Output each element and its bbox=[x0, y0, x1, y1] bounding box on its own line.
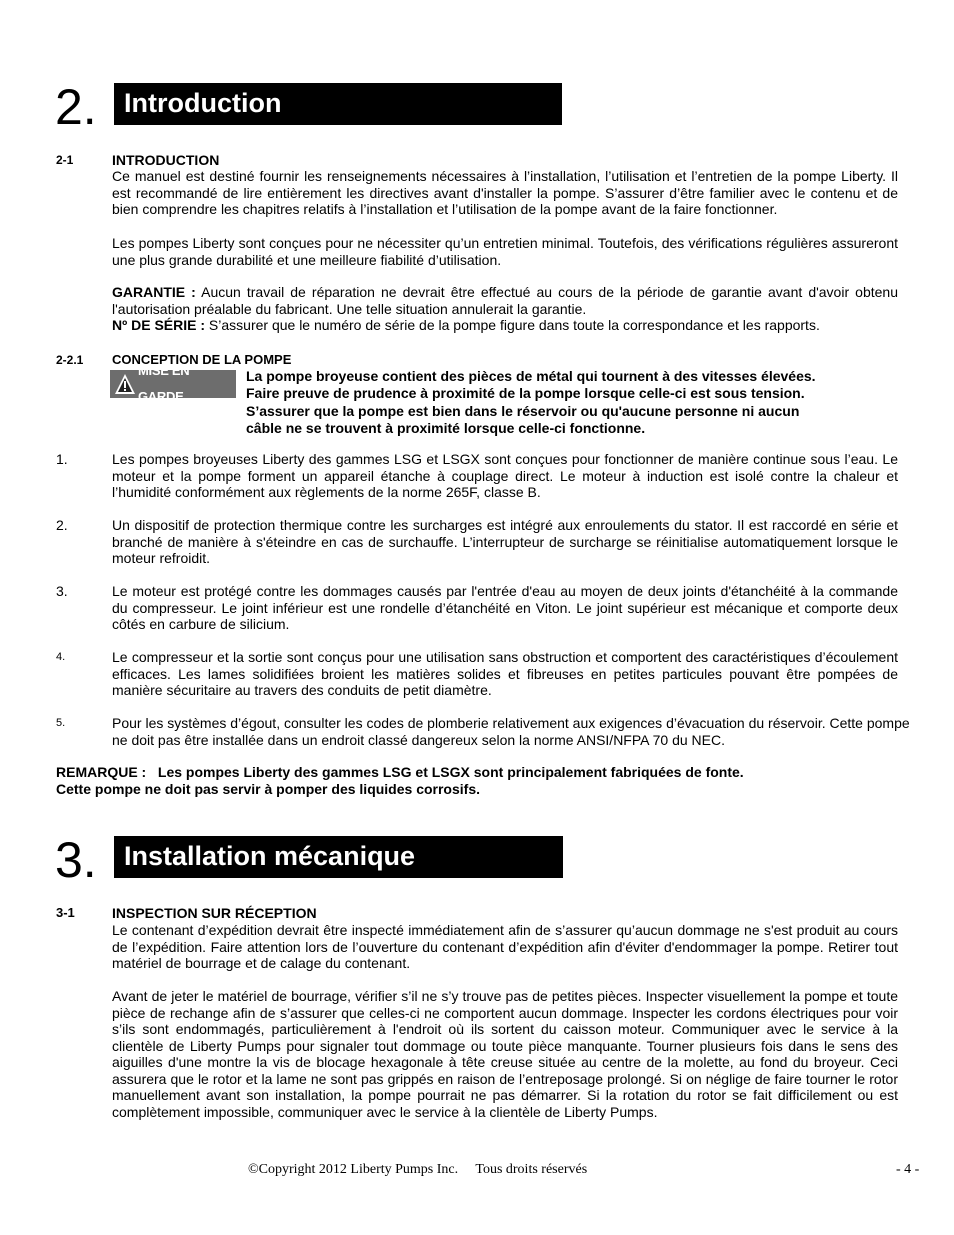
subsection-2-2-1-number: 2-2.1 bbox=[56, 353, 84, 367]
section-3-number: 3. bbox=[55, 832, 97, 888]
warning-line: câble ne se trouvent à proximité lorsque celle-ci fonctionne. bbox=[246, 419, 646, 436]
list-item: Le compresseur et la sortie sont conçus pour une utilisation sans obstruction et comportent des caractéristiques d’écoulement efficaces. Les lames solidifiées broient les matières solides et fibreuses en petites particules pouvant être pompées de manière sécuritaire au travers des conduits de petit diamètre. bbox=[112, 649, 898, 698]
list-item-number: 5. bbox=[56, 717, 66, 729]
subsection-3-1-number: 3-1 bbox=[56, 905, 75, 920]
remark-line-1: REMARQUE : Les pompes Liberty des gammes LSG et LSGX sont principalement fabriquées de fonte. bbox=[56, 764, 744, 780]
footer-copyright: ©Copyright 2012 Liberty Pumps Inc. Tous droits réservés bbox=[248, 1162, 588, 1177]
list-item: Le moteur est protégé contre les dommages causés par l'entrée d'eau au moyen de deux joints d'étanchéité à la commande du compresseur. Le joint inférieur est une rondelle d’étanchéité en Viton. Le joint supérieur est mécanique et comporte deux côtés en carbure de silicium. bbox=[112, 583, 898, 632]
warning-triangle-icon bbox=[114, 373, 136, 395]
inspection-paragraph-2: Avant de jeter le matériel de bourrage, vérifier s’il ne s’y trouve pas de petites pièces. Inspecter visuellement la pompe et toute pièce de rechange afin de s’assurer que celles-ci ne comportent aucun dommage. Inspecter les cordons électriques pour voir s’ils sont endommagés, particulièrement à l'endroit où ils sortent du caisson moteur. Communiquer avec le service à la clientèle de Liberty Pumps pour signaler tout dommage ou toute pièce manquante. Tourner plusieurs fois dans le sens des aiguilles d'une montre la vis de blocage hexagonale à tête creuse située au centre de la molette, au fond du broyeur. Ceci assurera que le rotor et la lame ne sont pas grippés en raison de l’entreposage prolongé. Si on néglige de faire tourner le rotor manuellement avant son installation, la pompe pourrait ne pas démarrer. Si la rotation du rotor se fait difficilement ou est complètement impossible, communiquer avec le service à la clientèle de Liberty Pumps. bbox=[112, 988, 898, 1120]
warning-line: La pompe broyeuse contient des pièces de métal qui tournent à des vitesses élevées. bbox=[246, 368, 816, 384]
list-item-number: 4. bbox=[56, 651, 66, 663]
list-item-number: 1. bbox=[56, 451, 68, 467]
intro-paragraph-2: Les pompes Liberty sont conçues pour ne nécessiter qu’un entretien minimal. Toutefois, des vérifications régulières assureront une plus grande durabilité et une meilleure fiabilité d’utilisation. bbox=[112, 235, 898, 268]
inspection-paragraph-1: Le contenant d’expédition devrait être inspecté immédiatement afin de s’assurer qu’aucun dommage ne s'est produit au cours de l’expédition. Faire attention lors de l’ouverture du contenant d’expédition afin d'éviter d'endommager la pompe. Retirer tout matériel de bourrage et de calage du contenant. bbox=[112, 922, 898, 971]
warranty-paragraph bbox=[112, 284, 898, 317]
section-3-title: Installation mécanique bbox=[114, 836, 563, 878]
warranty-label: GARANTIE : bbox=[112, 284, 196, 300]
list-item-number: 3. bbox=[56, 583, 68, 599]
serial-label: Nº DE SÉRIE : bbox=[112, 317, 206, 333]
remark-line-2: Cette pompe ne doit pas servir à pomper des liquides corrosifs. bbox=[56, 781, 480, 797]
list-item-number: 2. bbox=[56, 517, 68, 533]
subsection-3-1-heading: INSPECTION SUR RÉCEPTION bbox=[112, 905, 317, 921]
warning-line: S’assurer que la pompe est bien dans le réservoir ou qu'aucune personne ni aucun bbox=[246, 402, 800, 419]
section-2-number: 2. bbox=[55, 79, 97, 135]
warranty-text: Aucun travail de réparation ne devrait être effectué au cours de la période de garantie avant d'avoir obtenu l'autorisation préalable du fabricant. Une telle situation annulerait la garantie. bbox=[112, 284, 898, 317]
intro-paragraph-1: Ce manuel est destiné fournir les renseignements nécessaires à l’installation, l’utilisation et l’entretien de la pompe Liberty. Il est recommandé de lire entièrement les directives avant d'installer la pompe. S’assurer d’être familier avec le contenu et de bien comprendre les chapitres relatifs à l’installation et l’utilisation de la pompe avant de la faire fonctionner. bbox=[112, 168, 898, 217]
warning-label: MISE EN GARDE bbox=[138, 363, 190, 404]
serial-paragraph bbox=[112, 317, 912, 334]
warning-line: Faire preuve de prudence à proximité de la pompe lorsque celle-ci est sous tension. bbox=[246, 385, 805, 402]
list-item: Un dispositif de protection thermique contre les surcharges est intégré aux enroulements du stator. Il est raccordé en série et branché de manière à s'éteindre en cas de surchauffe. L’interrupteur de surcharge se réinitialise automatiquement lorsque le moteur refroidit. bbox=[112, 517, 898, 566]
footer-page-number: - 4 - bbox=[896, 1162, 920, 1177]
warning-text bbox=[246, 368, 906, 437]
list-item: Pour les systèmes d’égout, consulter les codes de plomberie relativement aux exigences d’évacuation du réservoir. Cette pompe ne doit pas être installée dans un endroit classé dangereux selon la norme ANSI/NFPA 70 du NEC. bbox=[112, 715, 910, 748]
subsection-2-1-number: 2-1 bbox=[56, 153, 74, 167]
subsection-2-1-heading: INTRODUCTION bbox=[112, 152, 220, 168]
section-2-title: Introduction bbox=[114, 83, 562, 125]
serial-text: S’assurer que le numéro de série de la pompe figure dans toute la correspondance et les rapports. bbox=[208, 317, 820, 333]
warning-badge bbox=[110, 363, 236, 404]
subsection-2-2-1-heading: CONCEPTION DE LA POMPE bbox=[112, 352, 292, 367]
list-item: Les pompes broyeuses Liberty des gammes LSG et LSGX sont conçues pour fonctionner de manière continue sous l’eau. Le moteur et la pompe forment un appareil étanche à couplage direct. Le moteur à induction est isolé contre la chaleur et l’humidité conformément aux règlements de la norme 265F, classe B. bbox=[112, 451, 898, 500]
